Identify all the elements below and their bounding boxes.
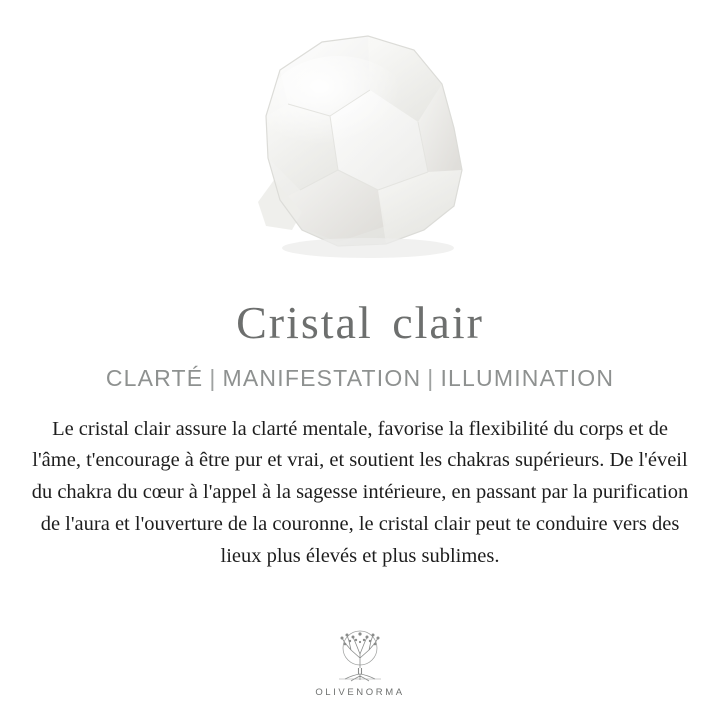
- keyword-separator-1: |: [209, 364, 217, 391]
- keyword-separator-2: |: [427, 364, 435, 391]
- keyword-item-1: CLARTÉ: [105, 364, 204, 391]
- brand-logo: [0, 628, 720, 698]
- description-text: Le cristal clair assure la clarté mentale, favorise la flexibilité du corps et de l'âme, t'encourage à être pur et vrai, et soutient les chakras supérieurs. De l'éveil du chakra du cœur à l'appel à la sagesse intérieure, en passant par la purification de l'aura et l'ouverture de la couronne, le cristal clair peut te conduire vers des lieux plus élevés et plus sublimes.: [31, 417, 689, 567]
- keyword-item-3: ILLUMINATION: [440, 364, 615, 391]
- stone-image-wrapper: [218, 30, 493, 265]
- brand-name: OLIVENORMA: [315, 687, 405, 698]
- tree-of-life-icon: [329, 628, 391, 684]
- keyword-item-2: MANIFESTATION: [222, 364, 422, 391]
- raw-crystal-stone-icon: [218, 30, 493, 265]
- page-title: Cristal clair: [236, 297, 484, 348]
- keyword-list: [106, 365, 614, 392]
- stone-image-area: [0, 0, 720, 290]
